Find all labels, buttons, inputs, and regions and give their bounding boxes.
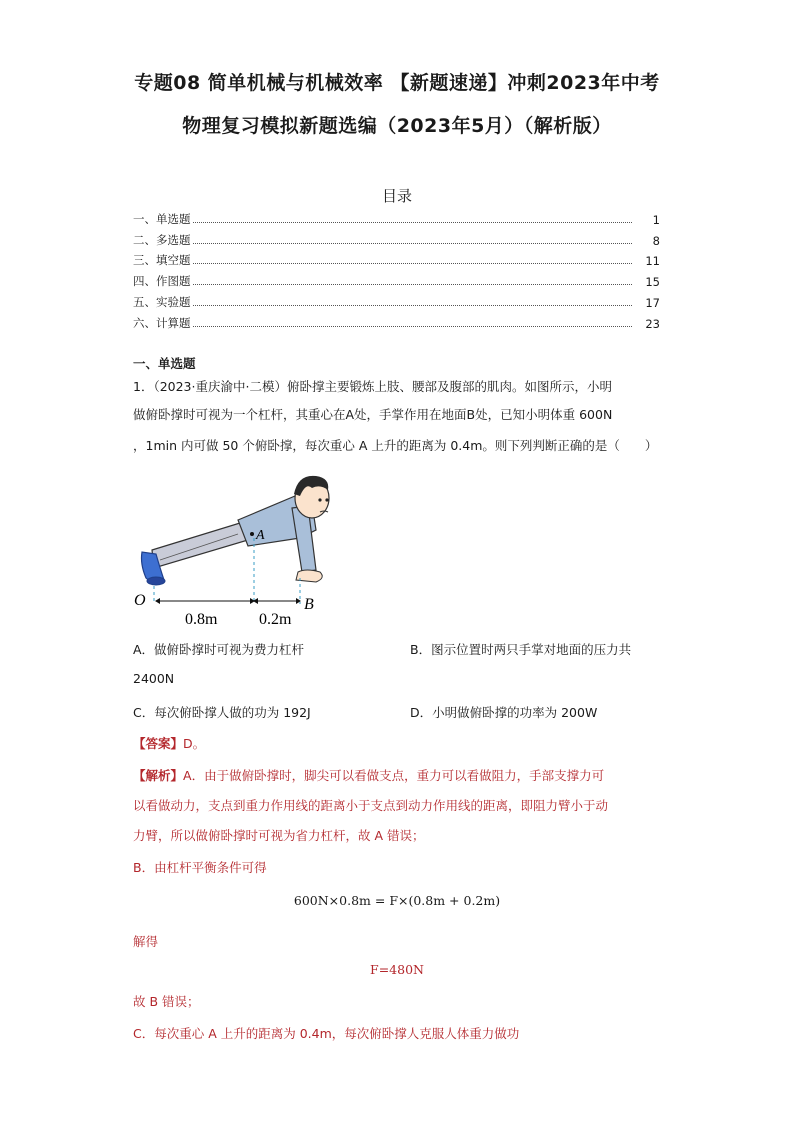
toc-entry-label: 三、填空题 xyxy=(133,253,191,267)
toc-entry-page: 23 xyxy=(645,317,660,331)
section-heading: 一、单选题 xyxy=(133,356,196,371)
analysis-line: 力臂，所以做俯卧撑时可视为省力杠杆，故 A 错误； xyxy=(133,828,425,843)
toc-entry[interactable] xyxy=(133,269,660,289)
legs xyxy=(152,523,248,568)
doc-title-line2: 物理复习模拟新题选编（2023年5月）（解析版） xyxy=(182,115,612,137)
toc-entry-label: 二、多选题 xyxy=(133,233,191,247)
toc-entry[interactable] xyxy=(133,311,660,331)
distance-label: 0.8m xyxy=(185,611,218,628)
toc-leader xyxy=(193,284,633,285)
analysis-line: 以看做动力，支点到重力作用线的距离小于支点到动力作用线的距离，即阻力臂小于动 xyxy=(133,798,609,813)
analysis-line: 解得 xyxy=(133,934,159,949)
doc-title-line1: 专题08 简单机械与机械效率 【新题速递】冲刺2023年中考 xyxy=(134,72,660,94)
toc-entry-label: 一、单选题 xyxy=(133,212,191,226)
toc-leader xyxy=(193,305,633,306)
analysis-line: B．由杠杆平衡条件可得 xyxy=(133,860,267,875)
toc-leader xyxy=(193,326,633,327)
label-O: O xyxy=(134,592,146,609)
toc-entry[interactable] xyxy=(133,248,660,268)
analysis-line: 故 B 错误； xyxy=(133,994,200,1009)
option-d: D．小明做俯卧撑的功率为 200W xyxy=(410,705,598,720)
question-line: 做俯卧撑时可视为一个杠杆，其重心在A处，手掌作用在地面B处，已知小明体重 600N xyxy=(133,407,613,422)
toc-entry-page: 8 xyxy=(652,234,660,248)
toc-entry-page: 17 xyxy=(645,296,660,310)
analysis-text: A．由于做俯卧撑时，脚尖可以看做支点，重力可以看做阻力，手部支撑力可 xyxy=(183,768,605,783)
equation: 600N×0.8m = F×(0.8m + 0.2m) xyxy=(293,893,501,908)
option-b: B．图示位置时两只手掌对地面的压力共 xyxy=(410,642,632,657)
distance-label: 0.2m xyxy=(259,611,292,628)
pushup-figure xyxy=(130,468,350,628)
toc-entry-page: 1 xyxy=(652,213,660,227)
option-b-continued: 2400N xyxy=(133,671,175,686)
label-B: B xyxy=(304,596,314,613)
toc-heading: 目录 xyxy=(381,187,412,205)
answer-label: 【答案】 xyxy=(133,736,184,751)
question-line: ，1min 内可做 50 个俯卧撑，每次重心 A 上升的距离为 0.4m。则下列判断正确的是（ ） xyxy=(133,438,658,453)
toc-entry-label: 五、实验题 xyxy=(133,295,191,309)
question-line: 1．（2023·重庆渝中·二模）俯卧撑主要锻炼上肢、腰部及腹部的肌肉。如图所示，小明 xyxy=(133,379,612,394)
answer-line xyxy=(133,734,205,752)
toc-entry[interactable] xyxy=(133,228,660,248)
option-c: C．每次俯卧撑人做的功为 192J xyxy=(133,705,311,720)
option-a: A．做俯卧撑时可视为费力杠杆 xyxy=(133,642,305,657)
toc-leader xyxy=(193,263,633,264)
analysis-line: C．每次重心 A 上升的距离为 0.4m，每次俯卧撑人克服人体重力做功 xyxy=(133,1026,520,1041)
analysis-label: 【解析】 xyxy=(133,768,184,783)
toc-entry-page: 15 xyxy=(645,275,660,289)
toc-entry[interactable] xyxy=(133,290,660,310)
toc-entry-label: 四、作图题 xyxy=(133,274,191,288)
toc-entry[interactable] xyxy=(133,207,660,227)
result: F=480N xyxy=(370,962,424,977)
answer-value: D。 xyxy=(183,736,206,751)
toc-entry-page: 11 xyxy=(645,254,660,268)
toc-leader xyxy=(193,222,633,223)
label-A: A xyxy=(256,528,265,543)
analysis-line xyxy=(133,766,604,784)
toc-leader xyxy=(193,243,633,244)
toc-entry-label: 六、计算题 xyxy=(133,316,191,330)
